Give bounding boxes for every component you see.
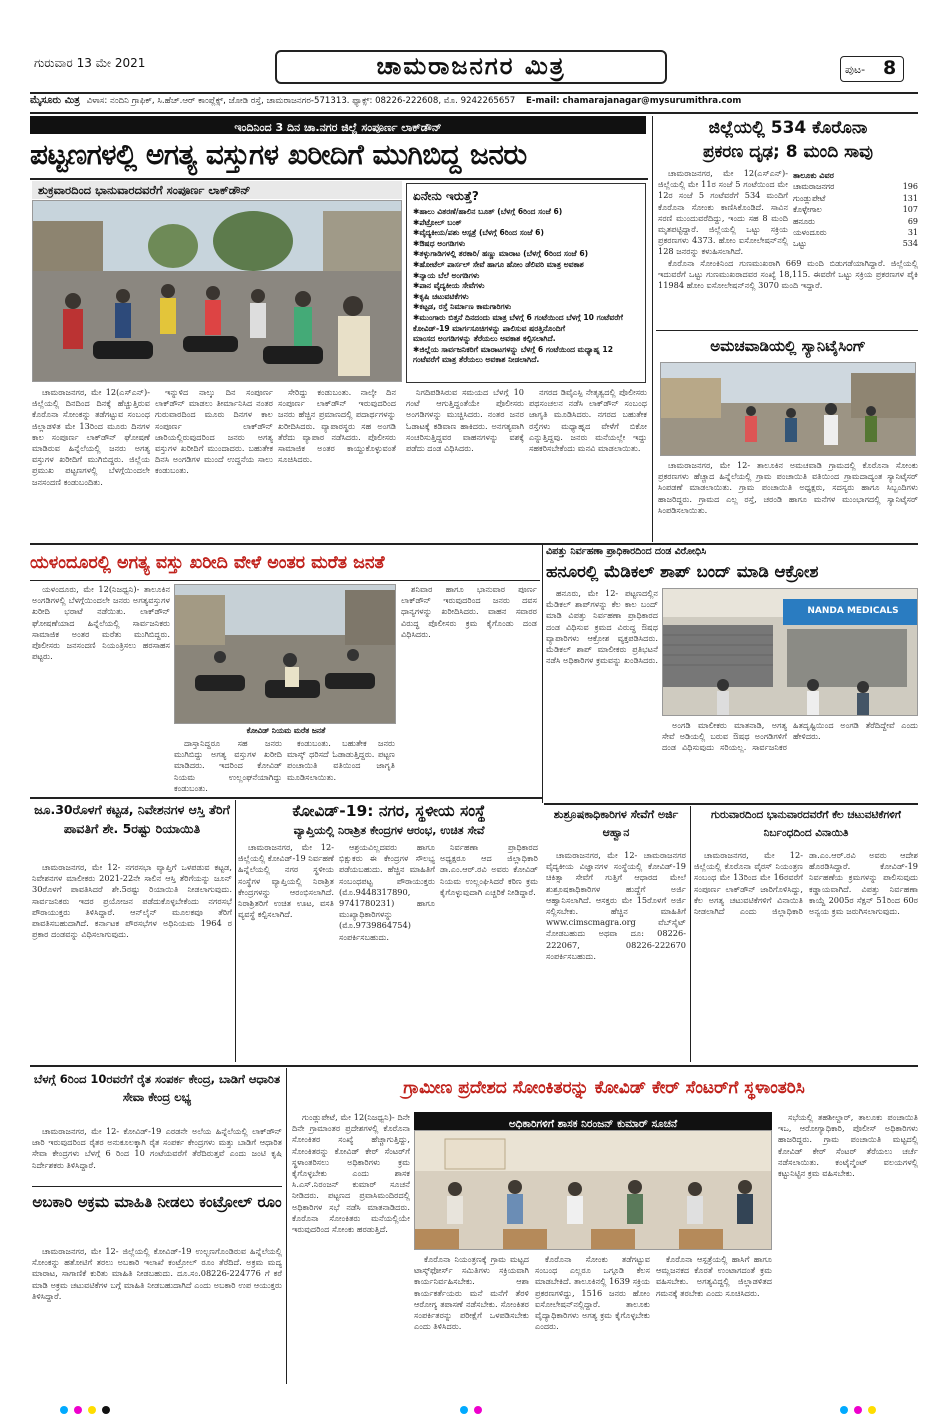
paragraph: ಚಾಮರಾಜನಗರ, ಮೇ 12- ಚಾಮರಾಜನಗರ ವೈದ್ಯಕೀಯ ವಿಜ್ಞಾನಗಳ ಸಂಸ್ಥೆಯಲ್ಲಿ ಕೋವಿಡ್-19 ಚಿಕಿತ್ಸಾ ಸೇವೆಗೆ ಗುತ್ತಿಗೆ ಆಧಾರದ ಮೇಲೆ ಶುಶ್ರೂಷಕಾಧಿಕಾರಿಗಳ ಹುದ್ದೆಗೆ ಅರ್ಜಿ ಆಹ್ವಾನಿಸಲಾಗಿದೆ. ಆಸಕ್ತರು ಮೇ 15ರೊಳಗೆ ಅರ್ಜಿ ಸಲ್ಲಿಸಬೇಕು. ಹೆಚ್ಚಿನ ಮಾಹಿತಿಗೆ www.cimscmagra.org ವೆಬ್‌ಸೈಟ್ ನೋಡಬಹುದು ಅಥವಾ ದೂ: 08226-222067, 08226-222670 ಸಂಪರ್ಕಿಸಬಹುದು. xyxy=(546,850,686,961)
list-item: ಮಾಂಸದ ಅಂಗಡಿಗಳನ್ನು ತೆರೆಯಲು ಅವಕಾಶ ಕಲ್ಪಿಸಲಾಗಿದೆ. xyxy=(413,334,556,344)
lead-headline: ಪಟ್ಟಣಗಳಲ್ಲಿ ಅಗತ್ಯ ವಸ್ತುಗಳ ಖರೀದಿಗೆ ಮುಗಿಬಿದ್ದ ಜನರು xyxy=(30,138,527,171)
raitha-body xyxy=(32,1126,282,1186)
stat-row: ಹನೂರು 69 xyxy=(793,216,918,226)
yalandur-photo xyxy=(174,584,396,724)
gramina-headline: ಗ್ರಾಮೀಣ ಪ್ರದೇಶದ ಸೋಂಕಿತರನ್ನು ಕೋವಿಡ್ ಕೇರ್ ಸೆಂಟರ್‌ಗೆ ಸ್ಥಳಾಂತರಿಸಿ xyxy=(403,1078,805,1098)
crowd-illustration xyxy=(33,201,402,382)
shushrushaka-body xyxy=(546,850,686,1062)
paragraph: ಚಾಮರಾಜನಗರ, ಮೇ 12- ಕೋವಿಡ್-19 ಎರಡನೇ ಅಲೆಯ ಹಿನ್ನೆಲೆಯಲ್ಲಿ ಲಾಕ್‌ಡೌನ್ ಜಾರಿ ಇರುವುದರಿಂದ ರೈತರ ಅನುಕೂಲಕ್ಕಾಗಿ ರೈತ ಸಂಪರ್ಕ ಕೇಂದ್ರಗಳು ಮತ್ತು ಬಾಡಿಗೆ ಆಧಾರಿತ ಸೇವಾ ಕೇಂದ್ರಗಳು ಬೆಳಗ್ಗೆ 6 ರಿಂದ 10 ಗಂಟೆಯವರೆಗೆ ತೆರೆದಿರುತ್ತವೆ ಎಂದು ಜಂಟಿ ಕೃಷಿ ನಿರ್ದೇಶಕರು ತಿಳಿಸಿದ್ದಾರೆ. xyxy=(32,1126,282,1170)
gramina-col1 xyxy=(292,1112,410,1382)
open-services-list xyxy=(413,207,639,366)
corona-headline-2: ಪ್ರಕರಣ ದೃಢ; 8 ಮಂದಿ ಸಾವು xyxy=(702,142,873,162)
list-item: ✱ಪೆಟ್ರೋಲ್ ಬಂಕ್ xyxy=(413,217,462,227)
paragraph: ಕೊರೊನಾ ನಿಯಂತ್ರಣಕ್ಕೆ ಗ್ರಾಮ ಮಟ್ಟದ ಟಾಸ್ಕ್‌ಫೋರ್ಸ್ ಸಮಿತಿಗಳು ಸಕ್ರಿಯವಾಗಿ ಕಾರ್ಯನಿರ್ವಹಿಸಬೇಕು. ಆಶಾ ಕಾರ್ಯಕರ್ತೆಯರು ಮನೆ ಮನೆಗೆ ತೆರಳಿ ಆರೋಗ್ಯ ತಪಾಸಣೆ ನಡೆಸಬೇಕು. ಸೋಂಕಿತರ ಸಂಪರ್ಕಿತರನ್ನು ಪರೀಕ್ಷೆಗೆ ಒಳಪಡಿಸಬೇಕು ಎಂದು ತಿಳಿಸಿದರು. xyxy=(414,1254,529,1332)
masthead-rule xyxy=(30,92,918,94)
paragraph: ಶನಿವಾರ ಹಾಗೂ ಭಾನುವಾರ ಪೂರ್ಣ ಲಾಕ್‌ಡೌನ್ ಇರುವುದರಿಂದ ಜನರು ದವಸ ಧಾನ್ಯಗಳನ್ನು ಖರೀದಿಸಿದರು. ವಾಹನ ಸವಾರರ ವಿರುದ್ಧ ಪೊಲೀಸರು ಕ್ರಮ ಕೈಗೊಂಡು ದಂಡ ವಿಧಿಸಿದರು. xyxy=(401,584,537,639)
column-divider xyxy=(690,806,691,1062)
gramina-col3 xyxy=(535,1254,650,1382)
hanur-kicker: ವಿಪತ್ತು ನಿರ್ವಹಣಾ ಪ್ರಾಧಿಕಾರದಿಂದ ದಂಡ ವಿರೋಧಿಸಿ xyxy=(546,546,707,557)
yalandur-col1 xyxy=(32,584,170,794)
covid19-col1 xyxy=(238,842,334,1062)
brand-name: ಮೈಸೂರು ಮಿತ್ರ xyxy=(30,95,80,106)
section-rule xyxy=(32,1186,282,1187)
section-rule xyxy=(544,803,918,805)
hanur-headline: ಹನೂರಲ್ಲಿ ಮೆಡಿಕಲ್ ಶಾಪ್ ಬಂದ್ ಮಾಡಿ ಆಕ್ರೋಶ xyxy=(546,562,819,581)
yalandur-caption: ಕೋವಿಡ್ ನಿಯಮ ಮರೆತ ಜನತೆ xyxy=(246,726,326,735)
lead-body-col1 xyxy=(32,387,150,539)
open-services-box xyxy=(406,183,646,383)
shushrushaka-headline: ಶುಶ್ರೂಷಕಾಧಿಕಾರಿಗಳ ಸೇವೆಗೆ ಅರ್ಜಿ ಆಹ್ವಾನ xyxy=(553,808,679,839)
yalandur-col4 xyxy=(401,584,537,794)
open-services-title: ಏನೇನು ಇರುತ್ತೆ? xyxy=(413,189,479,203)
list-item: ✱ಹಾಲು ವಿತರಣೆ/ಹಾಲಿನ ಬೂತ್ (ಬೆಳಗ್ಗೆ 6ರಿಂದ ಸಂಜೆ 6) xyxy=(413,207,563,216)
paragraph: ಚಾಮರಾಜನಗರ, ಮೇ 12(ಎಸ್‌ಎನ್)- ಜಿಲ್ಲೆಯಲ್ಲಿ ದಿನದಿಂದ ದಿನಕ್ಕೆ ಹೆಚ್ಚುತ್ತಿರುವ ಕೊರೊನಾ ಸೋಂಕನ್ನು ತಡೆಗಟ್ಟುವ ಸಂಬಂಧ ಜಿಲ್ಲಾಡಳಿತ ಮೇ 13ರಿಂದ ಮೂರು ದಿನಗಳ ಕಾಲ ಸಂಪೂರ್ಣ ಲಾಕ್‌ಡೌನ್ ಘೋಷಣೆ ಮಾಡಿರುವ ಹಿನ್ನೆಲೆಯಲ್ಲಿ ಜನರು ಅಗತ್ಯ ವಸ್ತುಗಳ ಖರೀದಿಗೆ ಮುಗಿಬಿದ್ದರು. ಜಿಲ್ಲೆಯ ಪ್ರಮುಖ ಪಟ್ಟಣಗಳಲ್ಲಿ ಬೆಳಗ್ಗೆಯಿಂದಲೇ ಜನಸಂದಣಿ ಕಂಡುಬಂದಿತು. xyxy=(32,387,150,487)
list-item: ✱ಔಷಧ ಅಂಗಡಿಗಳು xyxy=(413,238,466,248)
raitha-headline: ಬೆಳಗ್ಗೆ 6ರಿಂದ 10ರವರೆಗೆ ರೈತ ಸಂಪರ್ಕ ಕೇಂದ್ರ, ಬಾಡಿಗೆ ಆಧಾರಿತ ಸೇವಾ ಕೇಂದ್ರ ಲಭ್ಯ xyxy=(33,1072,281,1104)
paragraph: ಕೊರೊನಾ ಸೋಂಕು ತಡೆಗಟ್ಟುವ ಸಂಬಂಧ ಎಲ್ಲರೂ ಒಗ್ಗೂಡಿ ಕೆಲಸ ಮಾಡಬೇಕಿದೆ. ತಾಲೂಕಿನಲ್ಲಿ 1639 ಸಕ್ರಿಯ ಪ್ರಕರಣಗಳಿದ್ದು, 1516 ಜನರು ಹೋಂ ಐಸೋಲೇಷನ್‌ನಲ್ಲಿದ್ದಾರೆ. ತಾಲೂಕು ವೈದ್ಯಾಧಿಕಾರಿಗಳು ಅಗತ್ಯ ಕ್ರಮ ಕೈಗೊಳ್ಳಬೇಕು ಎಂದರು. xyxy=(535,1254,650,1332)
lead-photo-crowd xyxy=(32,200,402,382)
registration-mark xyxy=(474,1406,482,1414)
covid19-col2 xyxy=(339,842,435,1062)
masthead-date: ಗುರುವಾರ 13 ಮೇ 2021 xyxy=(34,56,146,70)
list-item: ✱ಹೋಟೆಲ್ ಪಾರ್ಸಲ್ ಸೇವೆ ಹಾಗೂ ಹೋಂ ಡೆಲಿವರಿ ಮಾತ್ರ ಅವಕಾಶ xyxy=(413,259,584,269)
corona-body-2 xyxy=(658,258,918,318)
ju30-headline: ಜೂ.30ರೊಳಗೆ ಕಟ್ಟಡ, ನಿವೇಶನಗಳ ಆಸ್ತಿ ತೆರಿಗೆ ಪಾವತಿಗೆ ಶೇ. 5ರಷ್ಟು ರಿಯಾಯಿತಿ xyxy=(34,802,230,836)
covid19-subheadline: ವ್ಯಾಪ್ತಿಯಲ್ಲಿ ನಿರಾಶ್ರಿತ ಕೇಂದ್ರಗಳ ಆರಂಭ, ಉಚಿತ ಸೇವೆ xyxy=(293,824,485,837)
paragraph: ಚಾಮರಾಜನಗರ, ಮೇ 12- ನಗರಸಭಾ ವ್ಯಾಪ್ತಿಗೆ ಒಳಪಡುವ ಕಟ್ಟಡ, ನಿವೇಶನಗಳ ಮಾಲೀಕರು 2021-22ನೇ ಸಾಲಿನ ಆಸ್ತಿ ತೆರಿಗೆಯನ್ನು ಜೂನ್ 30ರೊಳಗೆ ಪಾವತಿಸಿದರೆ ಶೇ.5ರಷ್ಟು ರಿಯಾಯಿತಿ ನೀಡಲಾಗುವುದು. ಸಾರ್ವಜನಿಕರು ಇದರ ಪ್ರಯೋಜನ ಪಡೆದುಕೊಳ್ಳಬೇಕೆಂದು ನಗರಸಭೆ ಪೌರಾಯುಕ್ತರು ತಿಳಿಸಿದ್ದಾರೆ. ಆನ್‌ಲೈನ್ ಮೂಲಕವೂ ತೆರಿಗೆ ಪಾವತಿಸಬಹುದಾಗಿದೆ. ಕರ್ನಾಟಕ ಪೌರಸಭೆಗಳ ಅಧಿನಿಯಮ 1964 ರ ಪ್ರಕಾರ ದಂಡವನ್ನು ವಿಧಿಸಲಾಗುವುದು. xyxy=(32,862,232,940)
gramina-col2 xyxy=(414,1254,529,1382)
list-item: ✱ವೈದ್ಯಕೀಯ/ಪಶು ಆಸ್ಪತ್ರೆ (ಬೆಳಗ್ಗೆ 6ರಿಂದ ಸಂಜೆ 6) xyxy=(413,228,544,238)
paragraph: ಹನೂರು, ಮೇ 12- ಪಟ್ಟಣದಲ್ಲಿನ ಮೆಡಿಕಲ್ ಶಾಪ್‌ಗಳನ್ನು ಕೆಲ ಕಾಲ ಬಂದ್ ಮಾಡಿ ವಿಪತ್ತು ನಿರ್ವಹಣಾ ಪ್ರಾಧಿಕಾರದ ದಂಡ ವಿಧಿಸುವ ಕ್ರಮದ ವಿರುದ್ಧ ಔಷಧ ವ್ಯಾಪಾರಿಗಳು ಆಕ್ರೋಶ ವ್ಯಕ್ತಪಡಿಸಿದರು. ಮೆಡಿಕಲ್ ಶಾಪ್ ಮಾಲೀಕರು ಪ್ರತಿಭಟನೆ ನಡೆಸಿ ಅಧಿಕಾರಿಗಳ ಕ್ರಮವನ್ನು ಖಂಡಿಸಿದರು. xyxy=(546,588,658,666)
paragraph: ಯಳಂದೂರು, ಮೇ 12(ನಿಜಧ್ವನಿ)- ತಾಲೂಕಿನ ಅಂಗಡಿಗಳಲ್ಲಿ ಬೆಳಗ್ಗೆಯಿಂದಲೇ ಜನರು ಅಗತ್ಯವಸ್ತುಗಳ ಖರೀದಿ ಭರಾಟೆ ನಡೆಯಿತು. ಲಾಕ್‌ಡೌನ್ ಘೋಷಣೆಯಾದ ಹಿನ್ನೆಲೆಯಲ್ಲಿ ಸಾರ್ವಜನಿಕರು ಸಾಮಾಜಿಕ ಅಂತರ ಮರೆತು ಮುಗಿಬಿದ್ದರು. ಪೊಲೀಸರು ಜನಸಂದಣಿ ನಿಯಂತ್ರಿಸಲು ಹರಸಾಹಸ ಪಟ್ಟರು. xyxy=(32,584,170,662)
stat-row: ಕೊಳ್ಳೇಗಾಲ 107 xyxy=(793,205,918,215)
paragraph: ಇನ್ನುಳಿದ ನಾಲ್ಕು ದಿನ ಸಂಪೂರ್ಣ ಲಾಕ್‌ಡೌನ್ ಮಾಡಲು ತೀರ್ಮಾನಿಸಿದ ನಂತರ ಗುರುವಾರದಿಂದ ಮೂರು ದಿನಗಳ ಕಾಲ ಸಂಪೂರ್ಣ ಲಾಕ್‌ಡೌನ್ ಜಾರಿಯಲ್ಲಿರುವುದರಿಂದ ಜನರು ಅಗತ್ಯ ವಸ್ತುಗಳ ಖರೀದಿಗೆ ಮುಂದಾದರು. ಬಹುತೇಕ ದಿನಸಿ ಅಂಗಡಿಗಳ ಮುಂದೆ ಉದ್ದನೆಯ ಸಾಲು ಕಂಡುಬಂತು. xyxy=(155,387,273,476)
registration-mark xyxy=(102,1406,110,1414)
stat-row: ಒಟ್ಟು 534 xyxy=(793,239,918,249)
column-divider xyxy=(286,1068,287,1384)
column-divider xyxy=(542,545,543,803)
registration-mark xyxy=(74,1406,82,1414)
gramina-photo-caption-bar xyxy=(414,1112,772,1130)
masthead xyxy=(28,50,918,90)
stat-row: ಚಾಮರಾಜನಗರ 196 xyxy=(793,182,918,192)
registration-mark xyxy=(88,1406,96,1414)
amachavadi-rule xyxy=(656,330,918,331)
column-divider xyxy=(652,116,653,542)
taluk-stats-box xyxy=(793,170,918,256)
paragraph: ಸೇರಿದ್ದು ಕಂಡುಬಂತು. ನಾಲ್ಕೇ ದಿನ ಸಂಪೂರ್ಣ ಲಾಕ್‌ಡೌನ್ ಇರುವುದರಿಂದ ಜನರು ಹೆಚ್ಚಿನ ಪ್ರಮಾಣದಲ್ಲಿ ಪದಾರ್ಥಗಳನ್ನು ಖರೀದಿಸಿದರು. ವ್ಯಾಪಾರಸ್ಥರು ಸಹ ಅಂಗಡಿ ತೆರೆದು ವ್ಯಾಪಾರ ನಡೆಸಿದರು. ಪೊಲೀಸರು ಸಾಮಾಜಿಕ ಅಂತರ ಕಾಯ್ದುಕೊಳ್ಳುವಂತೆ ಸೂಚಿಸಿದರು. xyxy=(278,387,396,465)
page-number-label xyxy=(840,56,904,82)
paragraph: ನಿರ್ವಹಣಾ ಪ್ರಾಧಿಕಾರದ ಅಧ್ಯಕ್ಷರೂ ಆದ ಜಿಲ್ಲಾಧಿಕಾರಿ ಡಾ.ಎಂ.ಆರ್.ರವಿ ಅವರು ಕೋವಿಡ್ ನಿಯಮ ಉಲ್ಲಂಘಿಸಿದರೆ ಕಠಿಣ ಕ್ರಮ ಕೈಗೊಳ್ಳುವುದಾಗಿ ಎಚ್ಚರಿಕೆ ನೀಡಿದ್ದಾರೆ. xyxy=(440,842,538,897)
paragraph: ದಾಸ್ತಾನಿದ್ದರೂ ಸಹ ಜನರು ಮುಗಿಬಿದ್ದು ಅಗತ್ಯ ವಸ್ತುಗಳ ಖರೀದಿ ಮಾಡಿದರು. ಇದರಿಂದ ಕೋವಿಡ್ ನಿಯಮ ಉಲ್ಲಂಘನೆಯಾಗಿದ್ದು ಕಂಡುಬಂತು. xyxy=(174,738,282,793)
list-item: ✱ಜಿಲ್ಲೆಯ ಸಾರ್ವಜನಿಕರಿಗೆ ಮಾರಾಟಗಳನ್ನು ಬೆಳಗ್ಗೆ 6 ಗಂಟೆಯಿಂದ ಮಧ್ಯಾಹ್ನ 12 ಗಂಟೆವರೆಗೆ ಮಾತ್ರ ತೆರೆಯಲು ಅವಕಾಶ ನೀಡಲಾಗಿದೆ. xyxy=(413,344,613,365)
paragraph: ಚಾಮರಾಜನಗರ, ಮೇ 12- ಜಿಲ್ಲೆಯಲ್ಲಿ ಕೋವಿಡ್-19 ನಿರ್ವಹಣೆ ಹಿನ್ನೆಲೆಯಲ್ಲಿ ನಗರ ಸ್ಥಳೀಯ ಸಂಸ್ಥೆಗಳ ವ್ಯಾಪ್ತಿಯಲ್ಲಿ ನಿರಾಶ್ರಿತ ಕೇಂದ್ರಗಳನ್ನು ಆರಂಭಿಸಲಾಗಿದೆ. ನಿರಾಶ್ರಿತರಿಗೆ ಉಚಿತ ಊಟ, ವಸತಿ ವ್ಯವಸ್ಥೆ ಕಲ್ಪಿಸಲಾಗಿದೆ. xyxy=(238,842,334,920)
address-text: ವಿಳಾಸ: ನಂದಿನಿ ಗ್ರಾಫಿಕ್, ಸಿ.ಹೆಚ್.ಆರ್ ಕಾಂಪ್ಲೆಕ್ಸ್, ಜೋಡಿ ರಸ್ತೆ, ಚಾಮರಾಜನಗರ-571313. ಫ್ಯಾಕ್ಸ್: 08226-222608, ಮೊ. 9242265657 xyxy=(86,96,516,106)
gramina-col5 xyxy=(778,1112,918,1382)
medical-shop-sign: NANDA MEDICALS xyxy=(807,606,899,616)
paragraph: ಗುಂಡ್ಲುಪೇಟೆ, ಮೇ 12(ನಿಜಧ್ವನಿ)- ದಿನೇ ದಿನೇ ಗ್ರಾಮಾಂತರ ಪ್ರದೇಶಗಳಲ್ಲಿ ಕೊರೊನಾ ಸೋಂಕಿತರ ಸಂಖ್ಯೆ ಹೆಚ್ಚಾಗುತ್ತಿದ್ದು, ಸೋಂಕಿತರನ್ನು ಕೋವಿಡ್ ಕೇರ್ ಸೆಂಟರ್‌ಗೆ ಸ್ಥಳಾಂತರಿಸಲು ಅಧಿಕಾರಿಗಳು ಕ್ರಮ ಕೈಗೊಳ್ಳಬೇಕು ಎಂದು ಶಾಸಕ ಸಿ.ಎಸ್.ನಿರಂಜನ್ ಕುಮಾರ್ ಸೂಚನೆ ನೀಡಿದರು. ಪಟ್ಟಣದ ಪ್ರವಾಸಿಮಂದಿರದಲ್ಲಿ ಅಧಿಕಾರಿಗಳ ಸಭೆ ನಡೆಸಿ ಮಾತನಾಡಿದರು. ಕೊರೊನಾ ಸೋಂಕಿತರು ಮನೆಯಲ್ಲಿಯೇ ಇರುವುದರಿಂದ ಸೋಂಕು ಹರಡುತ್ತಿದೆ. xyxy=(292,1112,410,1235)
street-illustration xyxy=(175,585,396,724)
amachavadi-body xyxy=(658,460,918,540)
hanur-photo xyxy=(662,588,918,716)
yalandur-headline-rule xyxy=(30,580,540,581)
page-number: 8 xyxy=(883,57,897,79)
paragraph: ಕಂಡುಬಂತು. ಬಹುತೇಕ ಜನರು ಮಾಸ್ಕ್ ಧರಿಸದೆ ಓಡಾಡುತ್ತಿದ್ದರು. ಪಟ್ಟಣ ಪಂಚಾಯಿತಿ ವತಿಯಿಂದ ಜಾಗೃತಿ ಮೂಡಿಸಲಾಯಿತು. xyxy=(287,738,395,782)
lead-body-col2 xyxy=(155,387,273,539)
stat-row: ಗುಂಡ್ಲುಪೇಟೆ 131 xyxy=(793,193,918,203)
gramina-photo-caption: ಅಧಿಕಾರಿಗಳಿಗೆ ಶಾಸಕ ನಿರಂಜನ್ ಕುಮಾರ್ ಸೂಚನೆ xyxy=(508,1118,678,1130)
paragraph: ಅಂಗಡಿ ಮಾಲೀಕರು ಮಾತನಾಡಿ, ಅಗತ್ಯ ಸೇವೆ ಅಡಿಯಲ್ಲಿ ಬರುವ ಔಷಧ ಅಂಗಡಿಗಳಿಗೆ ದಂಡ ವಿಧಿಸುವುದು ಸರಿಯಲ್ಲ. ಸಾರ್ವಜನಿಕರ ಹಿತದೃಷ್ಟಿಯಿಂದ ಅಂಗಡಿ ತೆರೆದಿದ್ದೇವೆ ಎಂದು ಹೇಳಿದರು. xyxy=(662,720,918,753)
section-rule xyxy=(30,797,542,799)
guruvara-headline: ಗುರುವಾರದಿಂದ ಭಾನುವಾರದವರೆಗೆ ಕೆಲ ಚಟುವಟಿಕೆಗಳಿಗೆ ನಿರ್ಬಂಧದಿಂದ ವಿನಾಯಿತಿ xyxy=(711,809,901,839)
email-text: E-mail: chamarajanagar@mysurumithra.com xyxy=(526,96,742,106)
hanur-body xyxy=(546,588,658,798)
list-item: ✱ಕೃಷಿ ಚಟುವಟಿಕೆಗಳು xyxy=(413,291,469,301)
paragraph: ಆಶ್ರಯವಿಲ್ಲದವರು ಹಾಗೂ ಭಿಕ್ಷುಕರು ಈ ಕೇಂದ್ರಗಳ ಸೌಲಭ್ಯ ಪಡೆಯಬಹುದು. ಹೆಚ್ಚಿನ ಮಾಹಿತಿಗೆ ಸಂಬಂಧಪಟ್ಟ ಪೌರಾಯುಕ್ತರು (ಮೊ.9448317890, 9741780231) ಹಾಗೂ ಮುಖ್ಯಾಧಿಕಾರಿಗಳನ್ನು (ಮೊ.9739864754) ಸಂಪರ್ಕಿಸಬಹುದು. xyxy=(339,842,435,942)
stat-row: ಯಳಂದೂರು 31 xyxy=(793,228,918,238)
list-item: ✱ನ್ಯಾಯ ಬೆಲೆ ಅಂಗಡಿಗಳು xyxy=(413,270,480,280)
paragraph: ನಗರದ ಡಿವೈಎಸ್ಪಿ ನೇತೃತ್ವದಲ್ಲಿ ಪೊಲೀಸರು ಪಥಸಂಚಲನ ನಡೆಸಿ ಲಾಕ್‌ಡೌನ್ ಸಂಬಂಧ ಜಾಗೃತಿ ಮೂಡಿಸಿದರು. ನಗರದ ಬಹುತೇಕ ರಸ್ತೆಗಳು ಮಧ್ಯಾಹ್ನದ ವೇಳೆಗೆ ಬಿಕೋ ಎನ್ನುತ್ತಿದ್ದವು. ಜನರು ಮನೆಯಲ್ಲೇ ಇದ್ದು ಸಹಕರಿಸಬೇಕೆಂದು ಮನವಿ ಮಾಡಲಾಯಿತು. xyxy=(529,387,647,454)
yalandur-headline: ಯಳಂದೂರಲ್ಲಿ ಅಗತ್ಯ ವಸ್ತು ಖರೀದಿ ವೇಳೆ ಅಂತರ ಮರೆತ ಜನತೆ xyxy=(30,553,385,573)
list-item: ✱ಪಾನ ವೈದ್ಯಕೀಯ ಸೇವೆಗಳು xyxy=(413,281,485,291)
lead-body-col5 xyxy=(529,387,647,539)
list-item: ✱ಕಟ್ಟಡ, ರಸ್ತೆ ನಿರ್ಮಾಣ ಕಾಮಗಾರಿಗಳು xyxy=(413,302,512,312)
lead-subheadline: ಶುಕ್ರವಾರದಿಂದ ಭಾನುವಾರದವರೆಗೆ ಸಂಪೂರ್ಣ ಲಾಕ್‌ಡೌನ್ xyxy=(32,181,402,199)
guruvara-body xyxy=(694,850,918,1062)
yalandur-col2 xyxy=(174,738,282,794)
gramina-col4 xyxy=(656,1254,772,1382)
amachavadi-photo xyxy=(660,362,916,456)
covid19-headline: ಕೋವಿಡ್-19: ನಗರ, ಸ್ಥಳೀಯ ಸಂಸ್ಥೆ xyxy=(292,802,486,820)
stats-title: ತಾಲೂಕು ವಿವರ xyxy=(793,170,834,180)
address-rule xyxy=(30,112,918,114)
hanur-body-2 xyxy=(662,720,918,800)
registration-mark xyxy=(60,1406,68,1414)
lead-headline-rule xyxy=(30,178,648,180)
paragraph: ಸಭೆಯಲ್ಲಿ ತಹಶೀಲ್ದಾರ್, ತಾಲೂಕು ಪಂಚಾಯಿತಿ ಇಒ, ಆರೋಗ್ಯಾಧಿಕಾರಿ, ಪೊಲೀಸ್ ಅಧಿಕಾರಿಗಳು ಹಾಜರಿದ್ದರು. ಗ್ರಾಮ ಪಂಚಾಯಿತಿ ಮಟ್ಟದಲ್ಲಿ ಕೋವಿಡ್ ಕೇರ್ ಸೆಂಟರ್ ತೆರೆಯಲು ಚರ್ಚೆ ನಡೆಸಲಾಯಿತು. ಕಂಟೈನ್ಮೆಂಟ್ ವಲಯಗಳಲ್ಲಿ ಕಟ್ಟುನಿಟ್ಟಿನ ಕ್ರಮ ವಹಿಸಬೇಕು. xyxy=(778,1112,918,1179)
lead-body-col3 xyxy=(278,387,396,539)
paragraph: ಚಾಮರಾಜನಗರ, ಮೇ 12- ತಾಲೂಕಿನ ಅಮಚವಾಡಿ ಗ್ರಾಮದಲ್ಲಿ ಕೊರೊನಾ ಸೋಂಕು ಪ್ರಕರಣಗಳು ಹೆಚ್ಚಾದ ಹಿನ್ನೆಲೆಯಲ್ಲಿ ಗ್ರಾಮ ಪಂಚಾಯಿತಿ ವತಿಯಿಂದ ಗ್ರಾಮದಾದ್ಯಂತ ಸ್ಯಾನಿಟೈಸರ್ ಸಿಂಪಡಣೆ ಮಾಡಲಾಯಿತು. ಗ್ರಾಮ ಪಂಚಾಯಿತಿ ಅಧ್ಯಕ್ಷರು, ಸದಸ್ಯರು ಹಾಗೂ ಸಿಬ್ಬಂದಿಗಳು ಹಾಜರಿದ್ದರು. ಗ್ರಾಮದ ಎಲ್ಲ ರಸ್ತೆ, ಚರಂಡಿ ಹಾಗೂ ಮನೆಗಳ ಮುಂಭಾಗದಲ್ಲಿ ಸ್ಯಾನಿಟೈಸರ್ ಸಿಂಪಡಿಸಲಾಯಿತು. xyxy=(658,460,918,515)
yalandur-col3 xyxy=(287,738,395,794)
abakari-headline: ಅಬಕಾರಿ ಅಕ್ರಮ ಮಾಹಿತಿ ನೀಡಲು ಕಂಟ್ರೋಲ್ ರೂಂ xyxy=(32,1193,282,1211)
meeting-illustration xyxy=(415,1131,772,1250)
page-label: ಪುಟ- xyxy=(845,63,866,76)
corona-headline-1: ಜಿಲ್ಲೆಯಲ್ಲಿ 534 ಕೊರೊನಾ xyxy=(708,118,868,138)
abakari-body xyxy=(32,1246,282,1382)
paragraph: ಚಾಮರಾಜನಗರ, ಮೇ 12- ಜಿಲ್ಲೆಯಲ್ಲಿ ಕೋವಿಡ್-19 ಉಲ್ಬಣಗೊಂಡಿರುವ ಹಿನ್ನೆಲೆಯಲ್ಲಿ ಸೋಂಕನ್ನು ಹತೋಟಿಗೆ ತರಲು ಅಬಕಾರಿ ಇಲಾಖೆ ಕಂಟ್ರೋಲ್ ರೂಂ ತೆರೆದಿದೆ. ಅಕ್ರಮ ಮದ್ಯ ಮಾರಾಟ, ಸಾಗಾಣಿಕೆ ಕುರಿತು ಮಾಹಿತಿ ನೀಡಬಹುದು. ದೂ.ಸಂ.08226-224776 ಗೆ ಕರೆ ಮಾಡಿ ಅಕ್ರಮ ಚಟುವಟಿಕೆಗಳ ಬಗ್ಗೆ ಮಾಹಿತಿ ನೀಡಬಹುದಾಗಿದೆ ಎಂದು ಅಬಕಾರಿ ಉಪ ಆಯುಕ್ತರು ತಿಳಿಸಿದ್ದಾರೆ. xyxy=(32,1246,282,1301)
paragraph: ಚಾಮರಾಜನಗರ, ಮೇ 12(ಎಸ್‌ಎನ್)- ಜಿಲ್ಲೆಯಲ್ಲಿ ಮೇ 11ರ ಸಂಜೆ 5 ಗಂಟೆಯಿಂದ ಮೇ 12ರ ಸಂಜೆ 5 ಗಂಟೆವರೆಗೆ 534 ಮಂದಿಗೆ ಕೊರೊನಾ ಸೋಂಕು ಕಾಣಿಸಿಕೊಂಡಿದೆ. ಸಾವಿನ ಸರಣಿ ಮುಂದುವರೆದಿದ್ದು, ಇಂದು ಸಹ 8 ಮಂದಿ ಮೃತಪಟ್ಟಿದ್ದಾರೆ. ಜಿಲ್ಲೆಯಲ್ಲಿ ಒಟ್ಟು ಸಕ್ರಿಯ ಪ್ರಕರಣಗಳು 4373. ಹೋಂ ಐಸೋಲೇಷನ್‌ನಲ್ಲಿ 128 ಜನರನ್ನು ಕಳುಹಿಸಲಾಗಿದೆ. xyxy=(658,168,788,257)
paragraph: ಚಾಮರಾಜನಗರ, ಮೇ 12- ಜಿಲ್ಲೆಯಲ್ಲಿ ಕೊರೊನಾ ವೈರಸ್ ನಿಯಂತ್ರಣ ಸಂಬಂಧ ಮೇ 13ರಿಂದ ಮೇ 16ರವರೆಗೆ ಸಂಪೂರ್ಣ ಲಾಕ್‌ಡೌನ್ ಜಾರಿಗೊಳಿಸಿದ್ದು, ಕೆಲ ಅಗತ್ಯ ಚಟುವಟಿಕೆಗಳಿಗೆ ವಿನಾಯಿತಿ ನೀಡಲಾಗಿದೆ ಎಂದು ಜಿಲ್ಲಾಧಿಕಾರಿ ಡಾ.ಎಂ.ಆರ್.ರವಿ ಅವರು ಆದೇಶ ಹೊರಡಿಸಿದ್ದಾರೆ. ಕೋವಿಡ್-19 ನಿರ್ವಹಣೆಯ ಕ್ರಮಗಳನ್ನು ಪಾಲಿಸುವುದು ಕಡ್ಡಾಯವಾಗಿದೆ. ವಿಪತ್ತು ನಿರ್ವಹಣಾ ಕಾಯ್ದೆ 2005ರ ಸೆಕ್ಷನ್ 51ರಿಂದ 60ರ ಅನ್ವಯ ಕ್ರಮ ಜರುಗಿಸಲಾಗುವುದು. xyxy=(694,850,918,917)
paragraph: ಕೊರೊನಾ ಸೋಂಕಿನಿಂದ ಗುಣಮುಖರಾಗಿ 669 ಮಂದಿ ಬಿಡುಗಡೆಯಾಗಿದ್ದಾರೆ. ಜಿಲ್ಲೆಯಲ್ಲಿ ಇದುವರೆಗೆ ಒಟ್ಟು ಗುಣಮುಖರಾದವರ ಸಂಖ್ಯೆ 18,115. ಈವರೆಗೆ ಒಟ್ಟು ಸಕ್ರಿಯ ಪ್ರಕರಣಗಳ ಪೈಕಿ 11984 ಹೋಂ ಐಸೋಲೇಷನ್‌ನಲ್ಲಿ 3070 ಮಂದಿ ಇದ್ದಾರೆ. xyxy=(658,258,918,291)
registration-mark xyxy=(460,1406,468,1414)
amachavadi-headline: ಅಮಚವಾಡಿಯಲ್ಲಿ ಸ್ಯಾನಿಟೈಸಿಂಗ್ xyxy=(710,337,866,355)
gramina-photo xyxy=(414,1130,772,1250)
sanitizing-illustration xyxy=(661,363,916,456)
registration-mark xyxy=(840,1406,848,1414)
paragraph: ಕೊರೊನಾ ಆಸ್ಪತ್ರೆಯಲ್ಲಿ ಹಾಸಿಗೆ ಹಾಗೂ ಆಮ್ಲಜನಕದ ಕೊರತೆ ಉಂಟಾಗದಂತೆ ಕ್ರಮ ವಹಿಸಬೇಕು. ಅಗತ್ಯವಿದ್ದಲ್ಲಿ ಜಿಲ್ಲಾಡಳಿತದ ಗಮನಕ್ಕೆ ತರಬೇಕು ಎಂದು ಸೂಚಿಸಿದರು. xyxy=(656,1254,772,1298)
column-divider xyxy=(235,800,236,1062)
registration-mark xyxy=(854,1406,862,1414)
lead-body-col4 xyxy=(406,387,524,539)
masthead-title: ಚಾಮರಾಜನಗರ ಮಿತ್ರ xyxy=(376,52,566,80)
address-line xyxy=(30,95,918,111)
ju30-body xyxy=(32,862,232,1062)
list-item: ✱ತಳ್ಳುಗಾಡಿಗಳಲ್ಲಿ ತರಕಾರಿ/ ಹಣ್ಣು ಮಾರಾಟ (ಬೆಳಗ್ಗೆ 6ರಿಂದ ಸಂಜೆ 6) xyxy=(413,249,589,259)
registration-mark xyxy=(868,1406,876,1414)
list-item: ✱ಮುಂಗಾರು ಬಿತ್ತನೆ ದಿನದಂದು ಮಾತ್ರ ಬೆಳಗ್ಗೆ 6 ಗಂಟೆಯಿಂದ ಬೆಳಗ್ಗೆ 10 ಗಂಟೆವರೆಗೆ ಕೋವಿಡ್-19 ಮಾರ್ಗಸೂಚಿಗಳನ್ನು ಪಾಲಿಸುವ ಷರತ್ತಿನೊಂದಿಗೆ xyxy=(413,312,623,333)
section-rule xyxy=(30,1065,918,1067)
paragraph: ನಿಗದಿಪಡಿಸಿರುವ ಸಮಯದ ಬೆಳಗ್ಗೆ 10 ಗಂಟೆ ಆಗುತ್ತಿದ್ದಂತೆಯೇ ಪೊಲೀಸರು ಅಂಗಡಿಗಳನ್ನು ಮುಚ್ಚಿಸಿದರು. ನಂತರ ಜನರ ಓಡಾಟಕ್ಕೆ ಕಡಿವಾಣ ಹಾಕಿದರು. ಅನಗತ್ಯವಾಗಿ ಸಂಚರಿಸುತ್ತಿದ್ದವರ ವಾಹನಗಳನ್ನು ವಶಕ್ಕೆ ಪಡೆದು ದಂಡ ವಿಧಿಸಿದರು. xyxy=(406,387,524,454)
covid19-col3 xyxy=(440,842,538,1062)
lead-kicker: ಇಂದಿನಿಂದ 3 ದಿನ ಚಾ.ನಗರ ಜಿಲ್ಲೆ ಸಂಪೂರ್ಣ ಲಾಕ್‌ಡೌನ್ xyxy=(30,116,646,134)
